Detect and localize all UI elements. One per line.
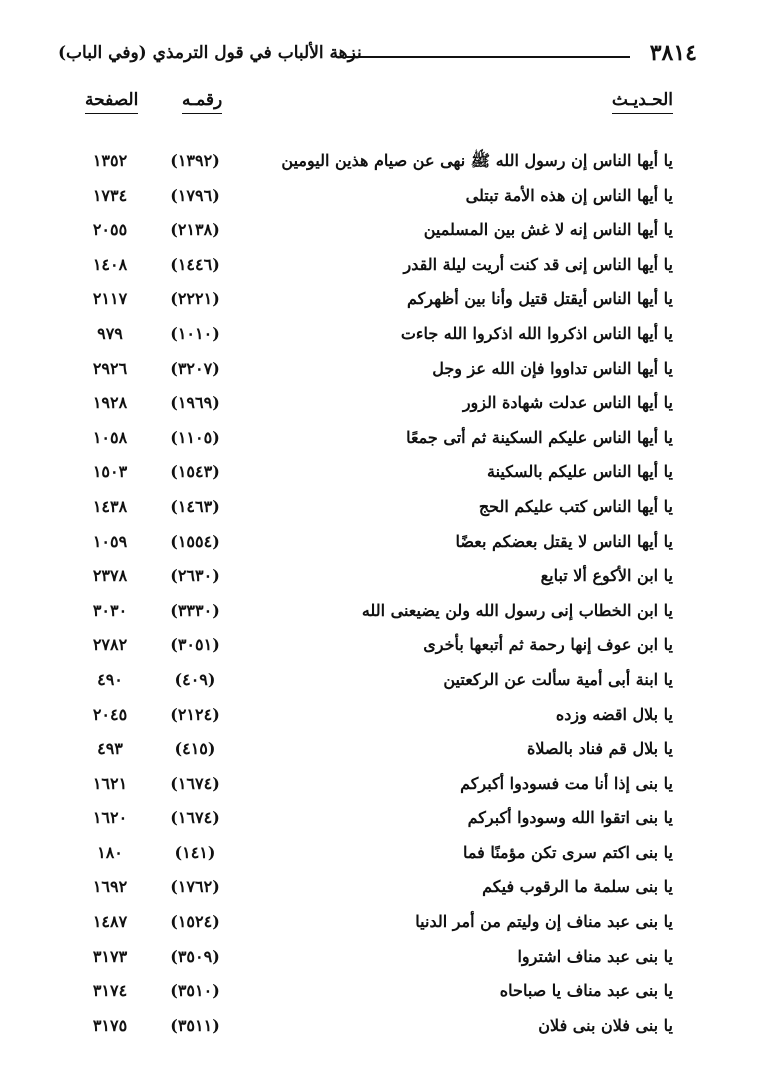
hadith-text: يا ابن الأكوع ألا تبايع [540,566,673,586]
column-header-hadith [612,90,673,114]
running-title: نزهة الألباب في قول الترمذي (وفي الباب) [58,43,362,63]
column-header-underline [182,113,222,114]
table-row [0,492,757,527]
hadith-number: (١٤١) [174,842,216,862]
page-reference: ٩٧٩ [97,323,123,343]
page-reference: ٢١١٧ [92,289,128,309]
hadith-number: (٣٥٠٩) [170,946,220,966]
page-number: ٣٨١٤ [649,40,697,66]
hadith-text: يا أيها الناس إنى قد كنت أريت ليلة القدر [403,254,673,274]
hadith-text: يا ابن الخطاب إنى رسول الله ولن يضيعنى الله [361,600,673,620]
table-row [0,976,757,1011]
hadith-text: يا بنى عبد مناف إن وليتم من أمر الدنيا [415,912,673,932]
page-reference: ٣٠٣٠ [92,600,128,620]
table-row [0,700,757,735]
table-row [0,872,757,907]
hadith-text: يا أيها الناس عدلت شهادة الزور [462,393,673,413]
hadith-number: (١١٠٥) [170,427,220,447]
hadith-text: يا أيها الناس لا يقتل بعضكم بعضًا [455,531,673,551]
hadith-number: (٣٢٠٧) [170,358,220,378]
header-rule [345,56,630,58]
page-reference: ١٨٠ [97,842,123,862]
column-header-page [85,90,138,114]
hadith-number: (٣٣٣٠) [170,600,220,620]
hadith-text: يا بلال قم فناد بالصلاة [526,739,673,759]
hadith-text: يا بنى فلان بنى فلان [538,1015,673,1035]
column-header-underline [612,113,673,114]
page-reference: ١٤٠٨ [92,254,128,274]
table-row [0,215,757,250]
hadith-text: يا أيها الناس إنه لا غش بين المسلمين [423,220,673,240]
hadith-number: (٢٦٣٠) [170,566,220,586]
hadith-text: يا ابنة أبى أمية سألت عن الركعتين [443,669,673,689]
page-reference: ١٠٥٨ [92,427,128,447]
table-row [0,388,757,423]
page-reference: ٣١٧٤ [92,981,128,1001]
hadith-number: (١٧٩٦) [170,185,220,205]
page-reference: ٤٩٠ [97,669,123,689]
hadith-number: (١٤٤٦) [170,254,220,274]
table-row [0,942,757,977]
page-reference: ١٩٢٨ [92,393,128,413]
page-reference: ٣١٧٥ [92,1015,128,1035]
hadith-text: يا أيها الناس إن هذه الأمة تبتلى [465,185,673,205]
page-reference: ١٥٠٣ [92,462,128,482]
table-row [0,146,757,181]
hadith-number: (٣٠٥١) [170,635,220,655]
page-reference: ١٧٣٤ [92,185,128,205]
hadith-text: يا أيها الناس تداووا فإن الله عز وجل [432,358,673,378]
hadith-text: يا بلال اقضه وزده [555,704,673,724]
hadith-number: (١٥٤٣) [170,462,220,482]
table-row [0,319,757,354]
table-row [0,630,757,665]
table-row [0,527,757,562]
column-header-number [182,90,222,114]
table-row [0,838,757,873]
table-row [0,457,757,492]
table-row [0,181,757,216]
hadith-number: (٣٥١١) [170,1015,220,1035]
index-table [0,146,757,1045]
hadith-number: (١٧٦٢) [170,877,220,897]
hadith-text: يا أيها الناس كتب عليكم الحج [478,496,673,516]
page-reference: ٤٩٣ [97,739,123,759]
hadith-text: يا أيها الناس أيقتل قتيل وأنا بين أظهركم [407,289,673,309]
hadith-text: يا أيها الناس إن رسول الله ﷺ نهى عن صيام هذين اليومين [281,151,673,170]
hadith-text: يا أيها الناس اذكروا الله اذكروا الله جاءت [400,323,673,343]
hadith-number: (٤١٥) [174,739,216,759]
hadith-text: يا ابن عوف إنها رحمة ثم أتبعها بأخرى [423,635,673,655]
page-reference: ١٦٢١ [92,773,128,793]
hadith-number: (١٥٢٤) [170,912,220,932]
hadith-number: (٤٠٩) [174,669,216,689]
hadith-number: (١٠١٠) [170,323,220,343]
column-header-number-label: رقمـه [182,90,223,110]
page-reference: ١٣٥٢ [92,151,128,170]
table-row [0,596,757,631]
hadith-number: (٣٥١٠) [170,981,220,1001]
hadith-text: يا أيها الناس عليكم بالسكينة [486,462,673,482]
page-reference: ١٤٨٧ [92,912,128,932]
page-reference: ٣١٧٣ [92,946,128,966]
table-row [0,354,757,389]
table-row [0,1011,757,1046]
hadith-text: يا بنى إذا أنا مت فسودوا أكبركم [460,773,673,793]
hadith-text: يا بنى عبد مناف يا صباحاه [499,981,673,1001]
table-row [0,250,757,285]
page-reference: ١٤٣٨ [92,496,128,516]
hadith-number: (٢١٣٨) [170,220,220,240]
hadith-number: (٢٢٢١) [170,289,220,309]
page-reference: ١٦٢٠ [92,808,128,828]
table-row [0,907,757,942]
page-reference: ١٠٥٩ [92,531,128,551]
page-reference: ١٦٩٢ [92,877,128,897]
column-header-hadith-label: الحـديـث [611,90,673,110]
hadith-text: يا بنى عبد مناف اشتروا [517,946,673,966]
hadith-number: (١٦٧٤) [170,773,220,793]
page-reference: ٢٠٥٥ [92,220,128,240]
table-row [0,665,757,700]
table-row [0,423,757,458]
table-row [0,734,757,769]
page-reference: ٢٠٤٥ [92,704,128,724]
hadith-number: (١٩٦٩) [170,393,220,413]
hadith-number: (١٦٧٤) [170,808,220,828]
table-row [0,561,757,596]
table-row [0,769,757,804]
hadith-number: (١٥٥٤) [170,531,220,551]
page-reference: ٢٣٧٨ [92,566,128,586]
hadith-text: يا بنى اتقوا الله وسودوا أكبركم [467,808,673,828]
page-reference: ٢٩٢٦ [92,358,128,378]
hadith-text: يا أيها الناس عليكم السكينة ثم أتى جمعًا [406,427,673,447]
hadith-number: (١٤٦٣) [170,496,220,516]
column-header-page-label: الصفحة [85,90,139,110]
hadith-text: يا بنى سلمة ما الرقوب فيكم [482,877,673,897]
hadith-number: (٢١٢٤) [170,704,220,724]
hadith-number: (١٣٩٢) [170,151,220,170]
hadith-text: يا بنى اكتم سرى تكن مؤمنًا فما [462,842,673,862]
table-row [0,284,757,319]
column-header-underline [85,113,138,114]
page-reference: ٢٧٨٢ [92,635,128,655]
table-row [0,803,757,838]
